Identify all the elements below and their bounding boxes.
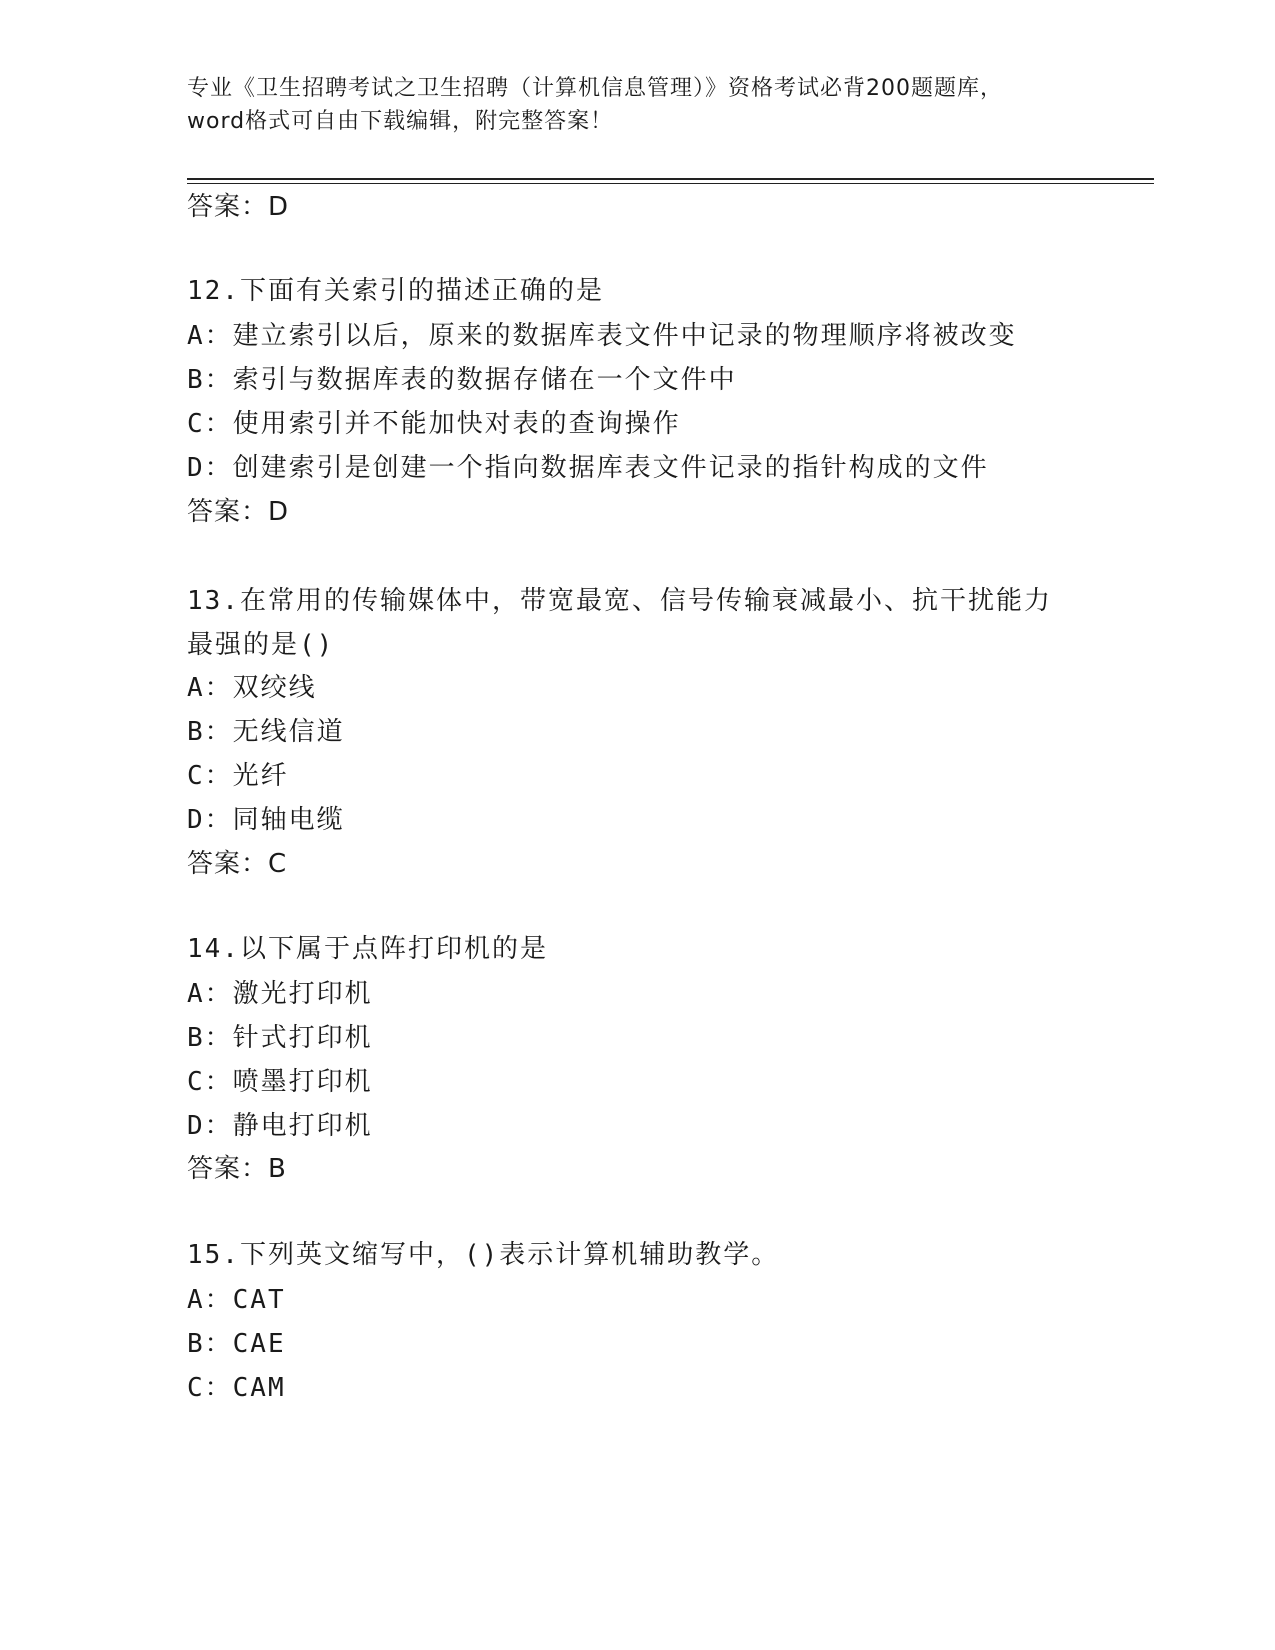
option-c: C：光纤 xyxy=(187,761,289,791)
question-stem: 14.以下属于点阵打印机的是 xyxy=(187,934,548,964)
document-header xyxy=(187,72,1087,138)
option-d: D：创建索引是创建一个指向数据库表文件记录的指针构成的文件 xyxy=(187,453,989,483)
option-b: B：针式打印机 xyxy=(187,1023,373,1053)
option-a: A：CAT xyxy=(187,1285,286,1315)
answer-line: 答案：C xyxy=(187,849,288,879)
option-c: C：喷墨打印机 xyxy=(187,1067,373,1097)
answer-line: 答案：B xyxy=(187,1154,287,1184)
answer-line: 答案：D xyxy=(187,497,290,527)
option-a: A：激光打印机 xyxy=(187,979,373,1009)
option-a: A：双绞线 xyxy=(187,673,317,703)
question-stem: 15.下列英文缩写中，()表示计算机辅助教学。 xyxy=(187,1240,780,1270)
header-line-1: 专业《卫生招聘考试之卫生招聘（计算机信息管理）》资格考试必背200题题库， xyxy=(187,76,1003,101)
option-b: B：索引与数据库表的数据存储在一个文件中 xyxy=(187,365,737,395)
option-c: C：CAM xyxy=(187,1373,286,1403)
question-stem: 12.下面有关索引的描述正确的是 xyxy=(187,276,604,306)
answer-line: 答案：D xyxy=(187,192,290,222)
option-c: C：使用索引并不能加快对表的查询操作 xyxy=(187,409,681,439)
option-d: D：同轴电缆 xyxy=(187,805,345,835)
option-d: D：静电打印机 xyxy=(187,1111,373,1141)
option-a: A：建立索引以后，原来的数据库表文件中记录的物理顺序将被改变 xyxy=(187,321,1017,351)
header-line-2: word格式可自由下载编辑，附完整答案！ xyxy=(187,109,614,134)
header-rule-thick xyxy=(187,178,1154,180)
option-b: B：无线信道 xyxy=(187,717,345,747)
question-stem-cont: 最强的是() xyxy=(187,630,335,660)
option-b: B：CAE xyxy=(187,1329,286,1359)
question-stem: 13.在常用的传输媒体中，带宽最宽、信号传输衰减最小、抗干扰能力 xyxy=(187,586,1052,616)
header-rule-thin xyxy=(187,183,1154,184)
